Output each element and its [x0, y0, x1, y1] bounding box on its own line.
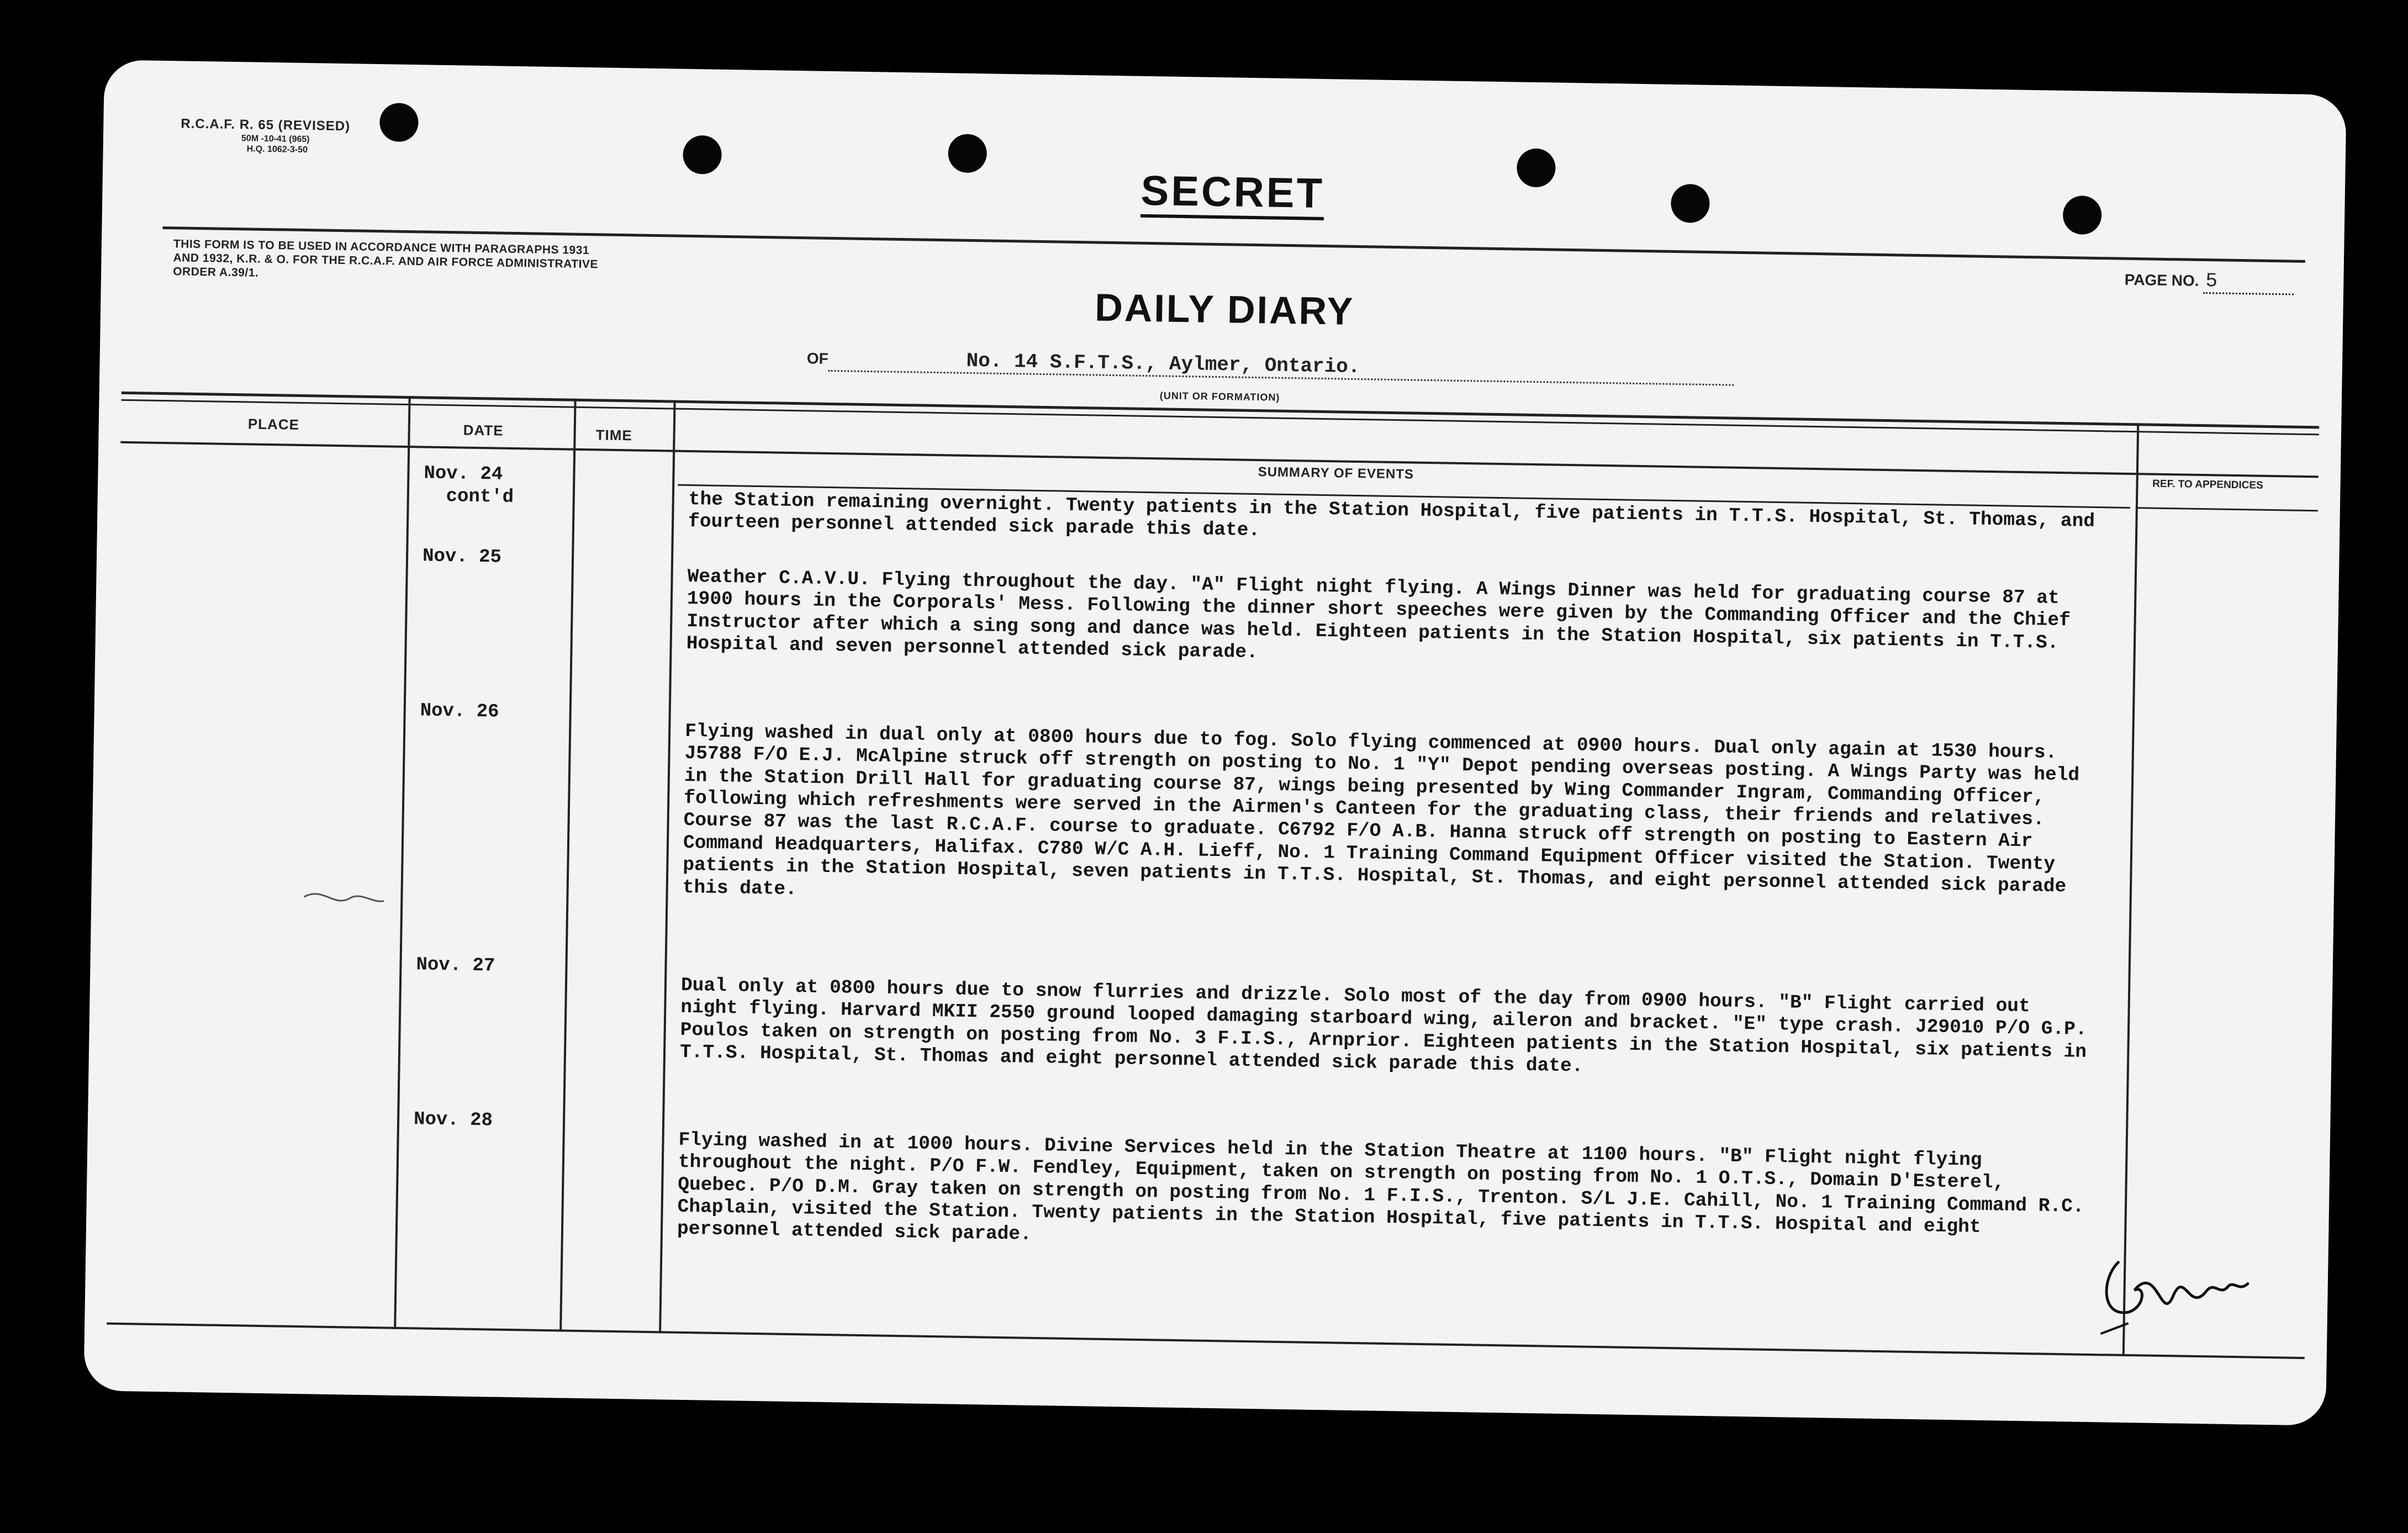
entry-date: Nov. 27 [416, 954, 495, 977]
date-column [413, 462, 568, 1132]
form-instructions: THIS FORM IS TO BE USED IN ACCORDANCE WITH PARAGRAPHS 1931 AND 1932, K.R. & O. FOR THE R.C.A.F. AND AIR FORCE ADMINISTRATIVE ORDER A.39/1. [172, 237, 599, 279]
entry-text: Dual only at 0800 hours due to snow flurries and drizzle. Solo most of the day from 0900 hours. "B" Flight carried out night flying. Harvard MKII 2550 ground looped damaging starboard wing, aileron and bracket. "E" type crash. J29010 P/O G.P. Poulos taken on strength on posting from No. 3 F.I.S., Arnprior. Eighteen patients in the Station Hospital, six patients in T.T.S. Hospital, St. Thomas and eight personnel attended sick parade this date. [679, 974, 2087, 1077]
page-number-value: 5 [2203, 269, 2294, 295]
column-divider [2122, 423, 2140, 1356]
column-divider [394, 396, 411, 1329]
column-header-summary: SUMMARY OF EVENTS [1258, 464, 1414, 482]
unit-line [806, 347, 1734, 385]
form-number-line3: H.Q. 1062-3-50 [246, 144, 308, 155]
page-number [2124, 268, 2294, 295]
entry-text: Flying washed in at 1000 hours. Divine Services held in the Station Theatre at 1100 hours. "B" Flight night flying throughout the night. P/O F.W. Fendley, Equipment, taken on strength on posting from No. 1 O.T.S., Domain D'Esterel, Quebec. P/O D.M. Gray taken on strength on posting from No. 1 F.I.S., Trenton. S/L J.E. Cahill, No. 1 Training Command R.C. Chaplain, visited the Station. Twenty patients in the Station Hospital, five patients in T.T.S. Hospital and eight personnel attended sick parade. [677, 1129, 2084, 1246]
pencil-mark [301, 880, 390, 915]
punch-hole [2063, 195, 2102, 235]
column-header-date: DATE [463, 421, 504, 439]
punch-hole [379, 103, 419, 142]
divider [2136, 507, 2318, 511]
form-number-line2: 50M -10-41 (965) [241, 133, 310, 144]
column-header-place: PLACE [247, 415, 300, 433]
divider [121, 399, 2319, 436]
punch-hole [948, 134, 987, 173]
handwritten-signature [2095, 1229, 2262, 1342]
column-header-time: TIME [595, 426, 632, 444]
page-title: DAILY DIARY [1094, 286, 1355, 333]
diary-form-card [83, 60, 2346, 1425]
form-number [181, 116, 351, 156]
classification-heading: SECRET [1140, 170, 1325, 220]
punch-hole [1517, 148, 1556, 187]
entry-text: Weather C.A.V.U. Flying throughout the day. "A" Flight night flying. A Wings Dinner was held for graduating course 87 at 1900 hours in the Corporals' Mess. Following the dinner short speeches were given by the Commanding Officer and the Chief Instructor after which a sing song and dance was held. Eighteen patients in the Station Hospital, six patients in T.T.S. Hospital and seven personnel attended sick parade. [686, 565, 2071, 664]
page-number-label: PAGE NO. [2124, 271, 2199, 289]
entry-date: Nov. 24 cont'd [423, 463, 514, 508]
entry-date: Nov. 28 [413, 1109, 493, 1132]
entry-date: Nov. 26 [420, 700, 499, 723]
entry-text: the Station remaining overnight. Twenty patients in the Station Hospital, five patients in T.T.S. Hospital, St. Thomas, and fourteen personnel attended sick parade this date. [688, 488, 2095, 542]
entry-text: Flying washed in dual only at 0800 hours due to fog. Solo flying commenced at 0900 hours. Dual only again at 1530 hours. J5788 F/O E.J. McAlpine struck off strength on posting to No. 1 "Y" Depot pending overseas posting. A Wings Party was held in the Station Drill Hall for graduating course 87, wings being presented by Wing Commander Ingram, Commanding Officer, following which refreshments were served in the Airmen's Canteen for the graduating class, their friends and relatives. Course 87 was the last R.C.A.F. course to graduate. C6792 F/O A.B. Hanna struck off strength on posting to Eastern Air Command Headquarters, Halifax. C780 W/C A.H. Lieff, No. 1 Training Command Equipment Officer visited the Station. Twenty patients in the Station Hospital, seven patients in T.T.S. Hospital, St. Thomas, and eight personnel attended sick parade this date. [682, 720, 2080, 900]
unit-caption: (UNIT OR FORMATION) [1159, 390, 1280, 403]
column-header-ref: REF. TO APPENDICES [2152, 478, 2264, 491]
punch-hole [1671, 184, 1710, 223]
form-number-line1: R.C.A.F. R. 65 (REVISED) [181, 116, 351, 134]
column-divider [659, 400, 676, 1334]
entry-date: Nov. 25 [422, 546, 502, 568]
punch-hole [683, 135, 722, 175]
unit-name: No. 14 S.F.T.S., Aylmer, Ontario. [828, 347, 1734, 386]
column-divider [559, 399, 577, 1332]
divider [107, 1323, 2305, 1360]
of-label: OF [806, 350, 828, 367]
